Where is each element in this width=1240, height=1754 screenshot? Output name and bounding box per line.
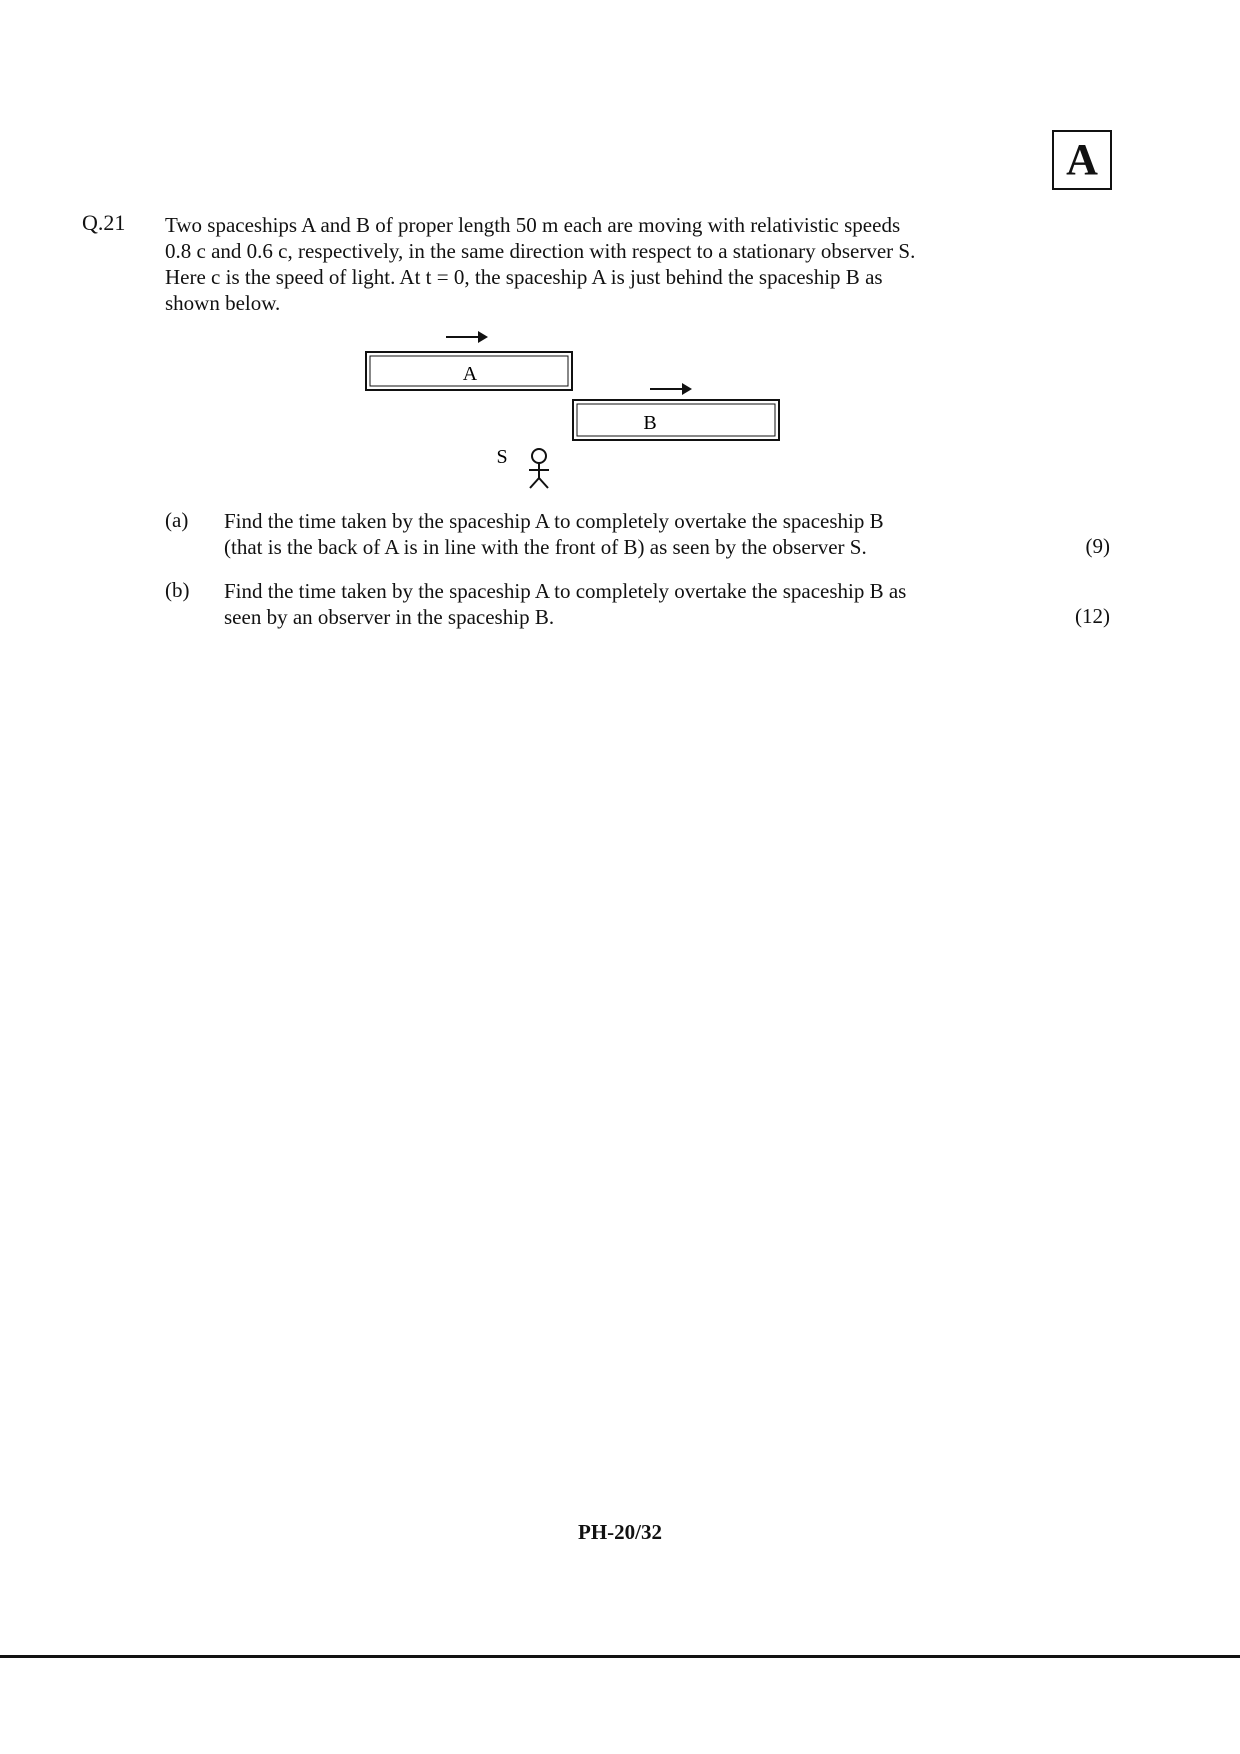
spaceship-a-label: A <box>462 363 478 385</box>
observer-figure <box>496 446 549 488</box>
spaceship-b-label: B <box>643 412 657 434</box>
question-intro <box>165 212 1111 316</box>
intro-line-4: shown below. <box>165 291 281 315</box>
page-footer: PH-20/32 <box>578 1520 662 1544</box>
part-a-line-1: Find the time taken by the spaceship A to completely overtake the spaceship B <box>224 509 884 533</box>
paper-code-box: A <box>1052 130 1112 190</box>
spaceship-a <box>366 352 572 390</box>
part-a-marks: (9) <box>1085 534 1110 558</box>
intro-line-1: Two spaceships A and B of proper length 50 m each are moving with relativistic speeds <box>165 213 901 237</box>
spaceship-diagram <box>360 320 790 500</box>
observer-label: S <box>496 446 508 468</box>
velocity-arrow-a <box>446 331 488 343</box>
velocity-arrow-b <box>650 383 692 395</box>
question-number: Q.21 <box>82 210 126 235</box>
part-a-label: (a) <box>165 508 189 532</box>
part-b-text <box>224 578 1110 630</box>
part-b-line-1: Find the time taken by the spaceship A to completely overtake the spaceship B as <box>224 579 907 603</box>
part-a-line-2: (that is the back of A is in line with the front of B) as seen by the observer S. <box>224 535 867 559</box>
intro-line-3: Here c is the speed of light. At t = 0, the spaceship A is just behind the spaceship B as <box>165 265 883 289</box>
part-b-marks: (12) <box>1075 604 1110 628</box>
part-a-text <box>224 508 1110 560</box>
spaceship-b <box>573 400 779 440</box>
part-b-line-2: seen by an observer in the spaceship B. <box>224 605 555 629</box>
bottom-rule <box>0 1655 1240 1658</box>
part-b-label: (b) <box>165 578 190 602</box>
intro-line-2: 0.8 c and 0.6 c, respectively, in the same direction with respect to a stationary observer S. <box>165 239 916 263</box>
